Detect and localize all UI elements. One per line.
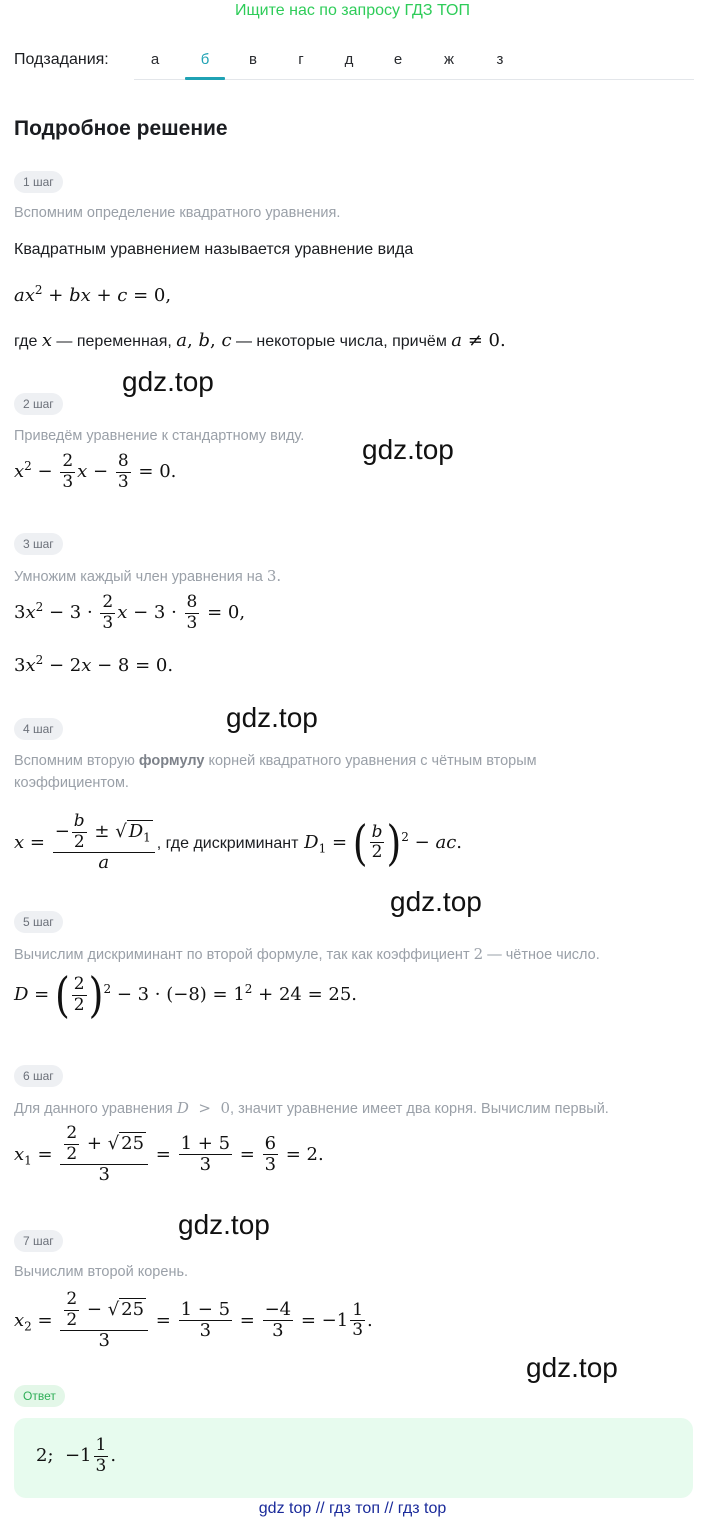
formula-multiplied: $3x^2 - 3$ · $\frac{2}{3}$ x − 3 · $\frac{8}{3}$ = 0, xyxy=(14,592,246,633)
step-hint: Приведём уравнение к стандартному виду. xyxy=(14,428,305,444)
step-badge: 7 шаг xyxy=(14,1230,63,1252)
answer-badge: Ответ xyxy=(14,1385,65,1407)
step-badge: 2 шаг xyxy=(14,393,63,415)
active-tab-indicator xyxy=(185,77,225,80)
step-hint: Вычислим второй корень. xyxy=(14,1264,189,1280)
tab-b[interactable]: б xyxy=(200,51,210,68)
step-badge: 5 шаг xyxy=(14,911,63,933)
tab-g[interactable]: г xyxy=(298,51,304,68)
tab-z[interactable]: з xyxy=(496,51,504,68)
step-badge: 6 шаг xyxy=(14,1065,63,1087)
step-badge: 1 шаг xyxy=(14,171,63,193)
step-badge: 4 шаг xyxy=(14,718,63,740)
watermark: gdz.top xyxy=(362,434,454,465)
some-numbers-text: — некоторые числа, причём xyxy=(235,333,447,350)
tab-v[interactable]: в xyxy=(249,51,257,68)
answer-value: 2; −1 $\frac{1}{3}$ . xyxy=(36,1435,117,1476)
step-badge: 3 шаг xyxy=(14,533,63,555)
tab-zh[interactable]: ж xyxy=(443,51,455,68)
section-title: Подробное решение xyxy=(14,117,228,140)
formula-simplified: $3x^2 - 2x - 8 = 0$. xyxy=(14,653,174,676)
tab-d[interactable]: д xyxy=(344,51,354,68)
where-discriminant-text: , где дискриминант xyxy=(156,834,299,852)
formula-standard-form: $x^2$ − $\frac{2}{3}$ x − $\frac{8}{3}$ = 0. xyxy=(14,451,177,492)
step-definition-line: где x — переменная, a, b, c — некоторые числа, причём a ≠ 0. xyxy=(14,330,506,351)
search-hint-banner: Ищите нас по запросу ГДЗ ТОП xyxy=(235,2,470,19)
watermark: gdz.top xyxy=(178,1209,270,1240)
formula-root-x2: $x_2$ = $\frac{2}{2}$ − √ 25 3 = $\frac{1 - 5}{3}$ = $\frac{-4}{3}$ = −1 $\frac{1}{3}$ . xyxy=(14,1289,373,1352)
watermark: gdz.top xyxy=(122,366,214,397)
step-hint-line2: коэффициентом. xyxy=(14,775,129,791)
step-hint: Вспомним вторую формулу корней квадратного уравнения с чётным вторым xyxy=(14,753,537,769)
variable-text: — переменная, xyxy=(56,333,172,350)
step-hint: Вспомним определение квадратного уравнения. xyxy=(14,205,341,221)
watermark: gdz.top xyxy=(226,702,318,733)
tab-e[interactable]: е xyxy=(393,51,403,68)
where-label: где xyxy=(14,333,38,350)
watermark: gdz.top xyxy=(526,1352,618,1383)
formula-root-x1: $x_1$ = $\frac{2}{2}$ + √ 25 3 = $\frac{1 + 5}{3}$ = $\frac{6}{3}$ = 2. xyxy=(14,1123,324,1186)
watermark: gdz.top xyxy=(390,886,482,917)
formula-discriminant: D = ( $\frac{2}{2}$ )$^2 - 3 \cdot (-8) = 1^2 + 24 = 25$. xyxy=(14,967,358,1023)
formula-roots-even: x = − $\frac{b}{2}$ ± √ $D_1$ a , где дискриминант $D_1$ = ( $\frac{b}{2}$ )$^2$ − ac. xyxy=(14,811,463,874)
step-hint: Умножим каждый член уравнения на 3. xyxy=(14,567,282,585)
formula-quadratic: $ax^2$ + bx + c = 0, xyxy=(14,283,172,306)
answer-box xyxy=(14,1418,693,1498)
step-text: Квадратным уравнением называется уравнение вида xyxy=(14,241,414,258)
tab-a[interactable]: а xyxy=(150,51,160,68)
subtasks-label: Подзадания: xyxy=(14,51,109,68)
step-hint: Для данного уравнения D > 0, значит уравнение имеет два корня. Вычислим первый. xyxy=(14,1099,609,1117)
step-hint: Вычислим дискриминант по второй формуле, так как коэффициент 2 — чётное число. xyxy=(14,945,600,963)
footer-links[interactable]: gdz top // гдз топ // гдз top xyxy=(258,1500,447,1517)
